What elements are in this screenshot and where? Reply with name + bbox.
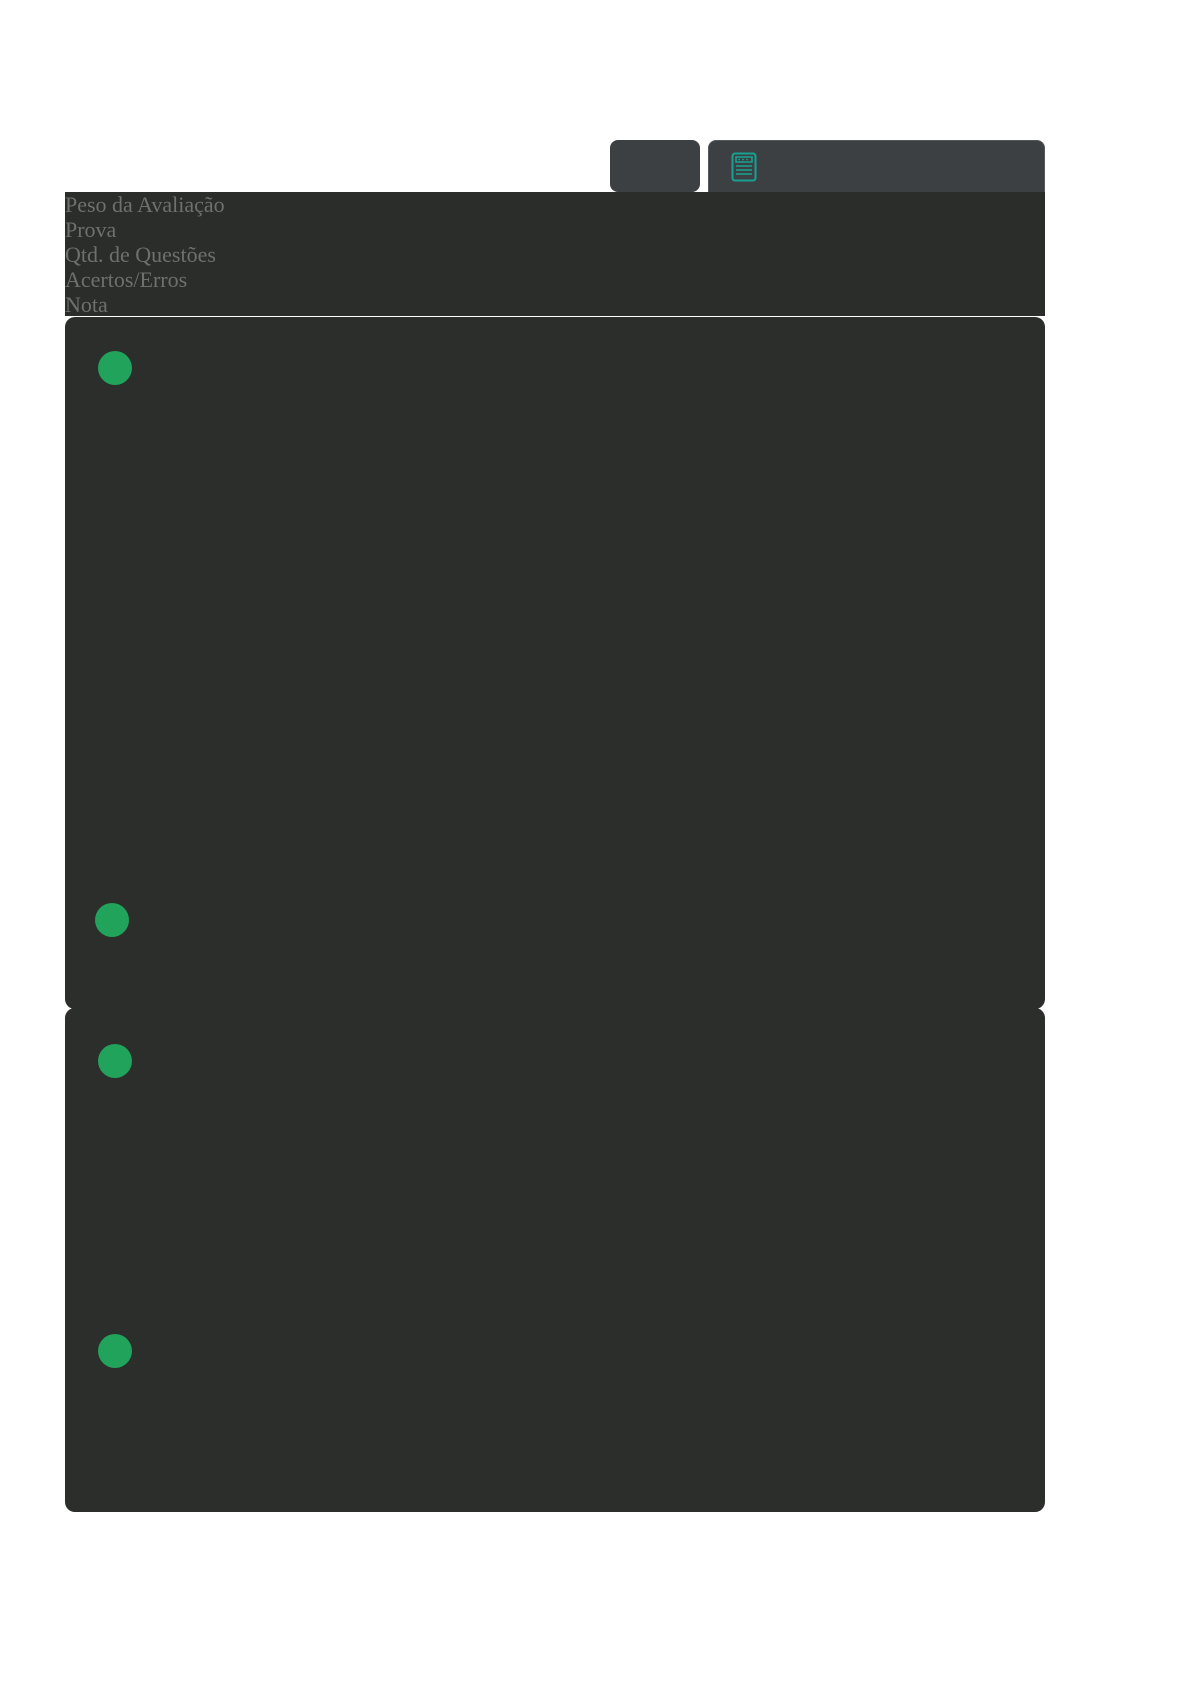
header-label-questoes: Qtd. de Questões	[65, 242, 216, 267]
evaluation-header-labels	[65, 192, 225, 317]
status-badge	[98, 1334, 132, 1368]
status-badge	[98, 1044, 132, 1078]
evaluation-card-2	[65, 1008, 1045, 1512]
tab-strip	[610, 140, 1045, 192]
status-badge	[98, 351, 132, 385]
header-label-peso: Peso da Avaliação	[65, 192, 225, 217]
header-label-prova: Prova	[65, 217, 117, 242]
tab-blank[interactable]	[610, 140, 700, 192]
header-label-acertos: Acertos/Erros	[65, 267, 188, 292]
header-label-nota: Nota	[65, 292, 108, 317]
table-row[interactable]	[65, 351, 1045, 871]
notebook-icon	[729, 151, 759, 183]
tab-notes[interactable]	[708, 140, 1045, 192]
status-badge	[95, 903, 129, 937]
table-row[interactable]	[65, 903, 1045, 1003]
evaluation-card-1	[65, 317, 1045, 1009]
table-row[interactable]	[65, 1334, 1045, 1504]
table-row[interactable]	[65, 1044, 1045, 1294]
evaluation-header-panel	[65, 192, 1045, 316]
